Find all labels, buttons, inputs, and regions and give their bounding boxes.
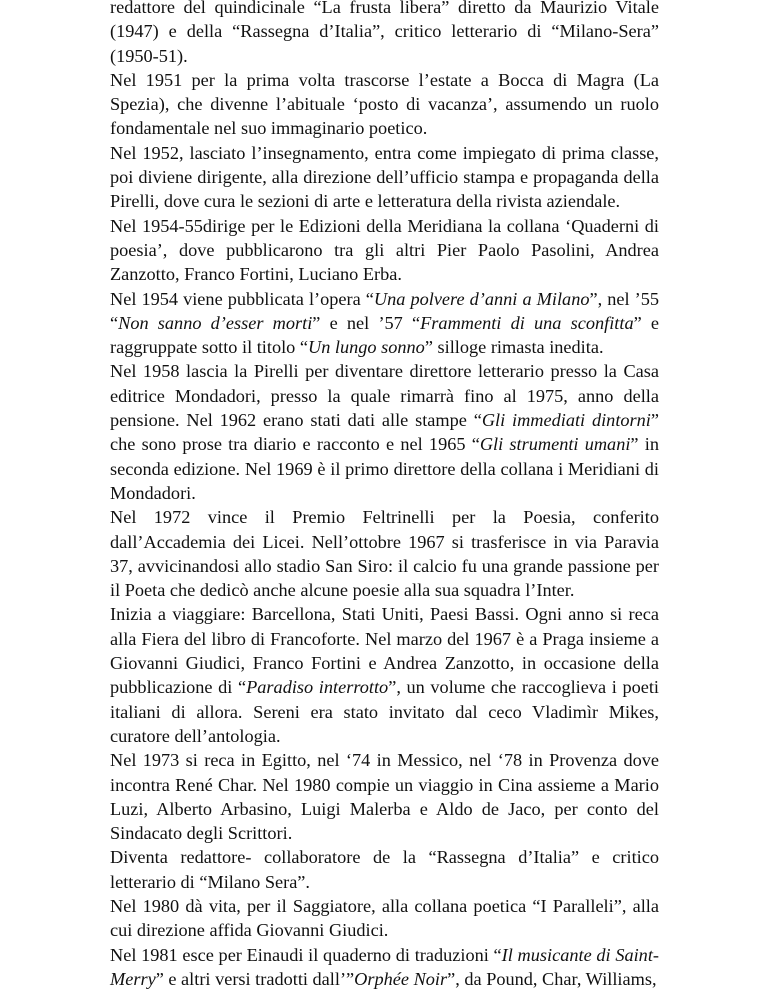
work-title: Non sanno d’esser morti [118,312,313,333]
text-run: Nel 1980 dà vita, per il Saggiatore, alla collana poetica “I Paralleli”, alla cui direzione affida Giovanni Giudici. [110,895,659,941]
paragraph-pirelli-1952 [110,141,659,214]
work-title: Gli strumenti umani [479,434,631,455]
work-title: Frammenti di una sconfitta [420,312,634,333]
document-body [110,0,659,991]
text-run: Nel 1952, lasciato l’insegnamento, entra come impiegato di prima classe, poi diviene dirigente, alla direzione dell’ufficio stampa e propaganda della Pirelli, dove cura le sezioni di arte e letteratura della rivista aziendale. [110,142,659,212]
paragraph-egitto-1973 [110,748,659,845]
work-title: Paradiso interrotto [246,677,389,698]
paragraph-saggiatore-1980 [110,894,659,943]
work-title: Una polvere d’anni a Milano [373,288,590,309]
paragraph-feltrinelli-1972 [110,505,659,602]
work-title: Orphée Noir [354,968,448,989]
text-run: Nel 1958 lascia la Pirelli per diventare direttore letterario presso la Casa editrice Mondadori, presso la quale rimarrà fino al 1975, anno della pensione. Nel 1962 erano stati dati alle stampe “ [110,361,659,431]
text-run: ”, un volume che raccoglieva i poeti italiani di allora. Sereni era stato invitato dal ceco Vladimìr Mikes, curatore dell’antologia. [110,677,659,746]
paragraph-biography-1947 [110,0,659,68]
text-run: redattore del quindicinale “La frusta libera” diretto da Maurizio Vitale (1947) e della “Rassegna d’Italia”, critico letterario di “Milano-Sera” (1950-51). [110,0,659,66]
paragraph-publications-1954 [110,287,659,360]
text-run: Nel 1981 esce per Einaudi il quaderno di traduzioni “ [110,944,502,965]
text-run: ” e raggruppate sotto il titolo “ [110,312,660,358]
text-run: ”, nel ’55 “ [110,288,660,333]
text-run: ” che sono prose tra diario e racconto e nel 1965 “ [110,410,659,455]
work-title: Gli immediati dintorni [481,410,651,431]
text-run: ” in seconda edizione. Nel 1969 è il primo direttore della collana i Meridiani di Mondadori. [110,434,659,503]
text-run: ” e altri versi tradotti dall’” [155,968,355,989]
text-run: ” e nel ’57 “ [312,312,421,333]
text-run: Nel 1972 vince il Premio Feltrinelli per la Poesia, conferito dall’Accademia dei Licei. Nell’ottobre 1967 si trasferisce in via Paravia 37, avvicinandosi allo stadio San Siro: il calcio fu una grande passione per il Poeta che dedicò anche alcune poesie alla sua squadra l’Inter. [110,507,659,601]
text-run: Inizia a viaggiare: Barcellona, Stati Uniti, Paesi Bassi. Ogni anno si reca alla Fiera del libro di Francoforte. Nel marzo del 1967 è a Praga insieme a Giovanni Giudici, Franco Fortini e Andrea Zanzotto, in occasione della pubblicazione di “ [110,604,659,698]
work-title: Il musicante di Saint-Merry [110,944,659,989]
paragraph-redattore [110,845,659,894]
text-run: Nel 1954 viene pubblicata l’opera “ [110,288,374,309]
work-title: Un lungo sonno [308,337,425,358]
text-run: Diventa redattore- collaboratore de la “Rassegna d’Italia” e critico letterario di “Milano Sera”. [110,847,659,892]
text-run: ” silloge rimasta inedita. [424,337,604,358]
paragraph-einaudi-1981 [110,943,659,991]
paragraph-travels [110,602,659,748]
text-run: ”, da Pound, Char, Williams, [447,968,657,989]
paragraph-bocca-di-magra-1951 [110,68,659,141]
text-run: Nel 1951 per la prima volta trascorse l’estate a Bocca di Magra (La Spezia), che divenne l’abituale ‘posto di vacanza’, assumendo un ruolo fondamentale nel suo immaginario poetico. [110,69,659,139]
paragraph-meridiana-1954 [110,214,659,287]
paragraph-mondadori-1958 [110,359,659,505]
text-run: Nel 1973 si reca in Egitto, nel ‘74 in Messico, nel ‘78 in Provenza dove incontra René Char. Nel 1980 compie un viaggio in Cina assieme a Mario Luzi, Alberto Arbasino, Luigi Malerba e Aldo de Jaco, per conto del Sindacato degli Scrittori. [110,750,659,844]
text-run: Nel 1954-55dirige per le Edizioni della Meridiana la collana ‘Quaderni di poesia’, dove pubblicarono tra gli altri Pier Paolo Pasolini, Andrea Zanzotto, Franco Fortini, Luciano Erba. [110,215,659,285]
